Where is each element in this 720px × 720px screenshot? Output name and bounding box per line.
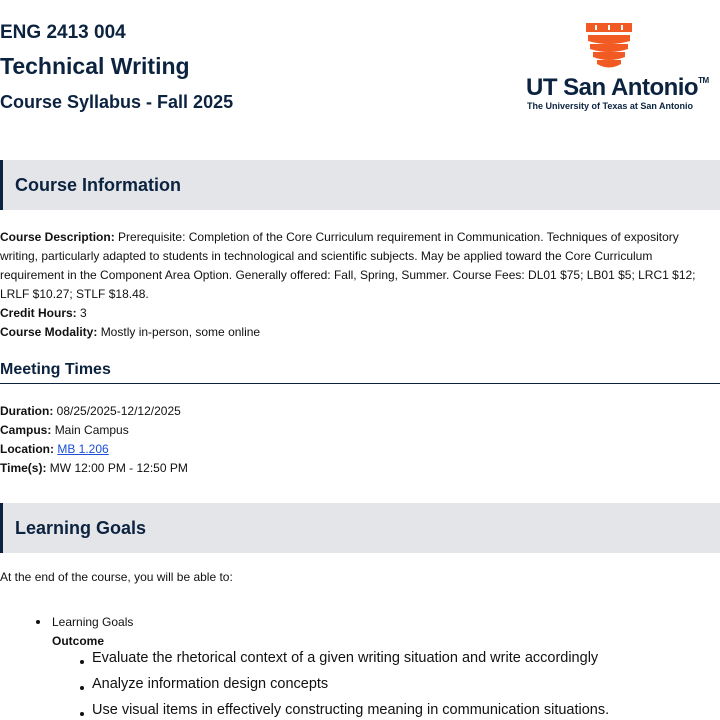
course-modality-row <box>0 323 712 342</box>
course-modality-label: Course Modality: <box>0 325 98 339</box>
outcome-list <box>76 650 696 720</box>
outcome-item <box>76 676 696 702</box>
duration-value: 08/25/2025-12/12/2025 <box>56 404 181 418</box>
bullet-icon <box>80 660 84 664</box>
campus-value: Main Campus <box>54 423 129 437</box>
bullet-icon <box>80 686 84 690</box>
course-description-line-4: LRLF $10.27; STLF $18.48. <box>0 287 149 301</box>
course-code: ENG 2413 004 <box>0 22 126 43</box>
times-label: Time(s): <box>0 461 47 475</box>
campus-row <box>0 421 712 440</box>
trademark-symbol: TM <box>698 76 709 85</box>
outcome-item <box>76 702 696 720</box>
course-title: Technical Writing <box>0 53 190 79</box>
syllabus-header <box>0 0 720 140</box>
learning-goals-list <box>36 612 706 718</box>
bullet-icon <box>36 620 40 624</box>
course-description-line-2: writing, particularly adapted to students in technological and scientific subjects. May be applied toward the Core Curriculum <box>0 249 653 263</box>
utsa-logo <box>524 18 709 118</box>
learning-goals-banner <box>0 503 720 553</box>
course-description-label: Course Description: <box>0 230 115 244</box>
credit-hours-value: 3 <box>80 306 87 320</box>
utsa-shield-icon <box>584 21 634 71</box>
syllabus-subtitle: Course Syllabus - Fall 2025 <box>0 92 234 112</box>
logo-wordmark: UT San Antonio™ <box>526 74 709 101</box>
logo-tagline: The University of Texas at San Antonio <box>527 101 694 111</box>
times-value: MW 12:00 PM - 12:50 PM <box>49 461 188 475</box>
location-row <box>0 440 712 459</box>
times-row <box>0 459 712 478</box>
learning-goals-heading: Learning Goals <box>15 518 147 538</box>
course-information-body <box>0 228 712 342</box>
meeting-times-heading: Meeting Times <box>0 361 111 378</box>
outcome-label: Outcome <box>52 634 105 648</box>
learning-goals-list-label: Learning Goals <box>52 615 134 629</box>
outcome-text: Use visual items in effectively constructing meaning in communication situations. <box>92 702 610 718</box>
duration-label: Duration: <box>0 404 54 418</box>
outcome-text: Evaluate the rhetorical context of a given writing situation and write accordingly <box>92 650 599 666</box>
course-description-line-3: requirement in the Component Area Option. Generally offered: Fall, Spring, Summer. Course Fees: DL01 $75; LB01 $5; LRC1 $12; <box>0 268 696 282</box>
meeting-times-body <box>0 402 712 478</box>
duration-row <box>0 402 712 421</box>
location-link[interactable]: MB 1.206 <box>57 442 109 456</box>
location-label: Location: <box>0 442 54 456</box>
learning-goals-intro: At the end of the course, you will be able to: <box>0 570 233 584</box>
credit-hours-label: Credit Hours: <box>0 306 77 320</box>
course-information-heading: Course Information <box>15 175 182 195</box>
credit-hours-row <box>0 304 712 323</box>
bullet-icon <box>80 712 84 716</box>
outcome-item <box>76 650 696 676</box>
campus-label: Campus: <box>0 423 52 437</box>
meeting-times-header <box>0 360 720 384</box>
list-item <box>36 612 706 632</box>
course-modality-value: Mostly in-person, some online <box>100 325 261 339</box>
course-description-line-1: Course Description: Prerequisite: Completion of the Core Curriculum requirement in Communication. Techniques of expository <box>0 230 679 244</box>
course-information-banner <box>0 160 720 210</box>
outcome-text: Analyze information design concepts <box>92 676 329 692</box>
